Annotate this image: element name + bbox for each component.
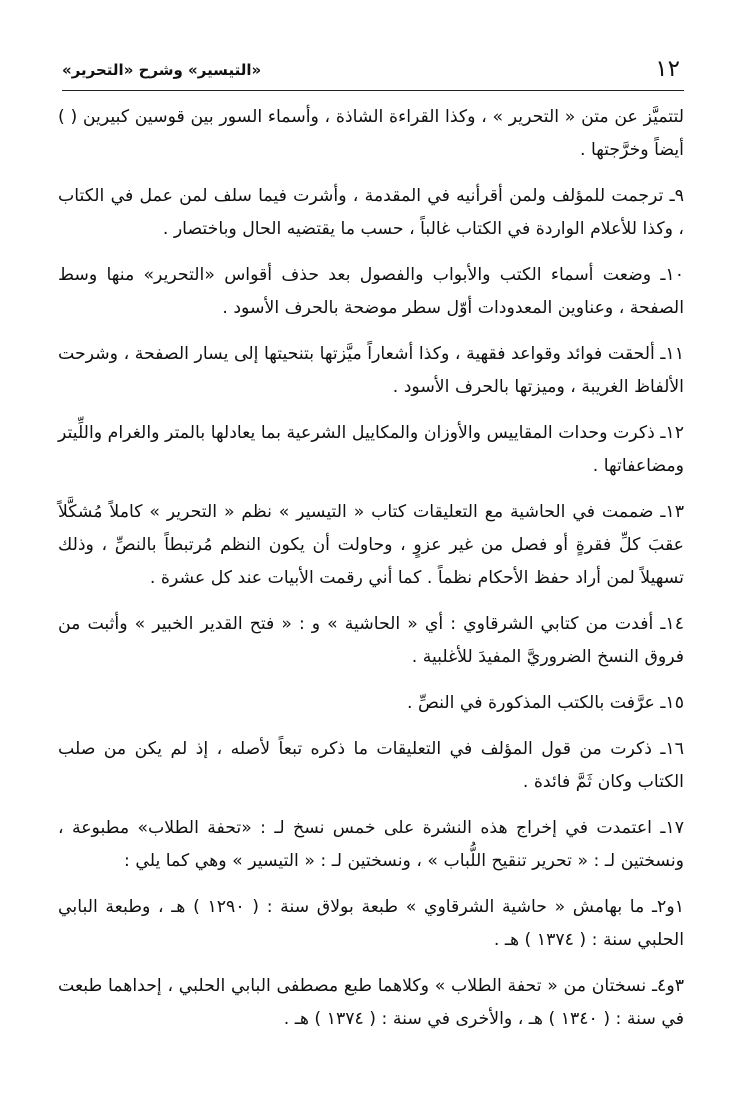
paragraph-item-12: ١٢ـ ذكرت وحدات المقاييس والأوزان والمكاييل الشرعية بما يعادلها بالمتر والغرام واللِّيتر ومضاعفاتها . [58,423,684,476]
page-number: ١٢ [655,56,680,82]
running-head: «التيسير» وشرح «التحرير» [62,61,262,79]
page-header [62,56,684,91]
paragraph-item-16: ١٦ـ ذكرت من قول المؤلف في التعليقات ما ذكره تبعاً لأصله ، إذ لم يكن من صلب الكتاب وكان ثَمَّ فائدة . [58,739,684,792]
paragraph-item-10: ١٠ـ وضعت أسماء الكتب والأبواب والفصول بعد حذف أقواس «التحرير» منها وسط الصفحة ، وعناوين المعدودات أوّل سطر موضحة بالحرف الأسود . [58,265,684,318]
paragraph-item-9: ٩ـ ترجمت للمؤلف ولمن أقرأنيه في المقدمة ، وأشرت فيما سلف لمن عمل في الكتاب ، وكذا للأعلام الواردة في الكتاب غالباً ، حسب ما يقتضيه الحال وباختصار . [58,186,684,239]
paragraph-continuation: لتتميَّز عن متن « التحرير » ، وكذا القراءة الشاذة ، وأسماء السور بين قوسين كبيرين ( ) أيضاً وخرَّجتها . [58,107,684,160]
paragraph-sub-3-4: ٣و٤ـ نسختان من « تحفة الطلاب » وكلاهما طبع مصطفى البابي الحلبي ، إحداهما طبعت في سنة : ( ١٣٤٠ ) هـ ، والأخرى في سنة : ( ١٣٧٤ ) هـ . [58,976,684,1029]
paragraph-item-13: ١٣ـ ضممت في الحاشية مع التعليقات كتاب « التيسير » نظم « التحرير » كاملاً مُشكَّلاً عقبَ كلِّ فقرةٍ أو فصل من غير عزوٍ ، وحاولت أن يكون النظم مُرتبطاً بالنصِّ ، وذلك تسهيلاً لمن أراد حفظ الأحكام نظماً . كما أني رقمت الأبيات عند كل عشرة . [58,502,684,588]
paragraph-item-14: ١٤ـ أفدت من كتابي الشرقاوي : أي « الحاشية » و : « فتح القدير الخبير » وأثبت من فروق النسخ الضروريَّ المفيدَ للأغلبية . [58,614,684,667]
paragraph-item-11: ١١ـ ألحقت فوائد وقواعد فقهية ، وكذا أشعاراً ميَّزتها بتنحيتها إلى يسار الصفحة ، وشرحت الألفاظ الغريبة ، وميزتها بالحرف الأسود . [58,344,684,397]
paragraph-sub-1-2: ١و٢ـ ما بهامش « حاشية الشرقاوي » طبعة بولاق سنة : ( ١٢٩٠ ) هـ ، وطبعة البابي الحلبي سنة : ( ١٣٧٤ ) هـ . [58,897,684,950]
page-body [58,101,684,1049]
paragraph-item-15: ١٥ـ عرَّفت بالكتب المذكورة في النصِّ . [406,693,684,713]
paragraph-item-17: ١٧ـ اعتمدت في إخراج هذه النشرة على خمس نسخ لـ : «تحفة الطلاب» مطبوعة ، ونسختين لـ : « تحرير تنقيح اللُّباب » ، ونسختين لـ : « التيسير » وهي كما يلي : [58,818,684,871]
